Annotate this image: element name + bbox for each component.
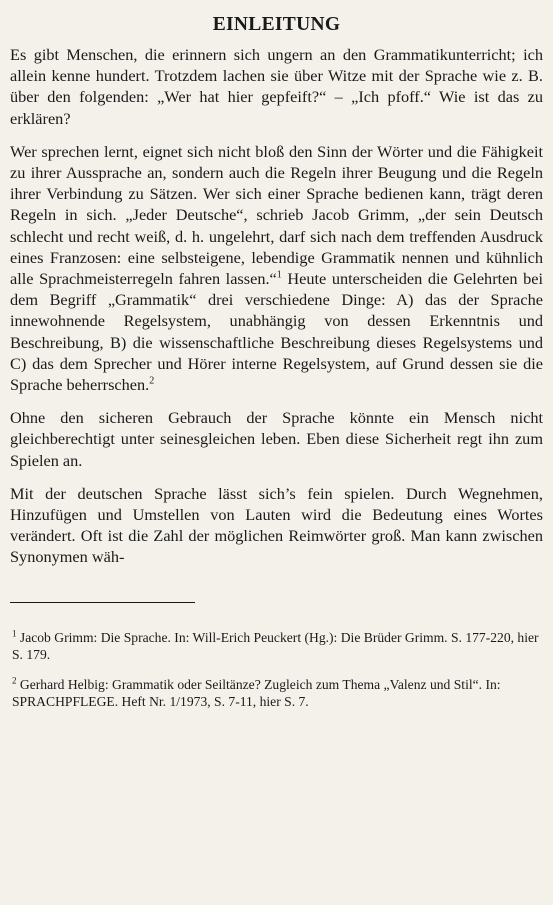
footnote-divider [10, 602, 195, 603]
footnote-1-mark: 1 [12, 628, 17, 639]
footnote-1 [10, 629, 543, 664]
paragraph-1: Es gibt Menschen, die erinnern sich ungern an den Grammatikunterricht; ich allein kenne hundert. Trotzdem lachen sie über Witze mit der Sprache wie z. B. über den folgenden: „Wer hat hier gepfeift?“ – „Ich pfoff.“ Wie ist das zu erklären? [10, 45, 543, 128]
paragraph-2 [10, 141, 543, 395]
paragraph-3: Ohne den sicheren Gebrauch der Sprache könnte ein Mensch nicht gleichberechtigt unter seinesgleichen leben. Eben diese Sicherheit regt ihn zum Spielen an. [10, 408, 543, 470]
footnote-2 [10, 676, 543, 711]
footnote-2-mark: 2 [12, 675, 17, 686]
footnote-1-text: Jacob Grimm: Die Sprache. In: Will-Erich Peuckert (Hg.): Die Brüder Grimm. S. 177-220, hier S. 179. [12, 629, 539, 663]
paragraph-2-text-a: Wer sprechen lernt, eignet sich nicht bloß den Sinn der Wörter und die Fähigkeit zu ihrer Aussprache an, sondern auch die Regeln ihrer Beugung und die Regeln ihrer Verbindung zu Sätzen. Wer sich einer Sprache bedienen kann, trägt deren Regeln in sich. „Jeder Deutsche“, schrieb Jacob Grimm, „der sein Deutsch schlecht und recht weiß, d. h. ungelehrt, darf sich nach dem treffenden Ausdruck eines Franzosen: eine selbsteigene, lebendige Grammatik nennen und kühnlich alle Sprachmeisterregeln fahren lassen.“ [10, 141, 543, 289]
paragraph-4: Mit der deutschen Sprache lässt sich’s fein spielen. Durch Wegnehmen, Hinzufügen und Umstellen von Lauten wird die Bedeutung eines Wortes verändert. Oft ist die Zahl der möglichen Reimwörter groß. Man kann zwischen Synonymen wäh- [10, 483, 543, 567]
footnote-ref-1: 1 [276, 269, 282, 281]
chapter-title: EINLEITUNG [212, 14, 341, 35]
paragraph-2-text-b: Heute unterscheiden die Gelehrten bei dem Begriff „Grammatik“ drei verschiedene Dinge: A) das der Sprache innewohnende Regelsystem, unabhängig von dessen Erkenntnis und Beschreibung, B) die wissenschaftliche Beschreibung dieses Regelsystems und C) das dem Sprecher und Hörer interne Regelsystem, auf Grund dessen sie die Sprache beherrschen. [10, 269, 544, 395]
footnote-ref-2: 2 [149, 375, 155, 387]
footnote-2-text: Gerhard Helbig: Grammatik oder Seiltänze? Zugleich zum Thema „Valenz und Stil“. In: SPRACHPFLEGE. Heft Nr. 1/1973, S. 7-11, hier S. 7. [12, 676, 501, 710]
